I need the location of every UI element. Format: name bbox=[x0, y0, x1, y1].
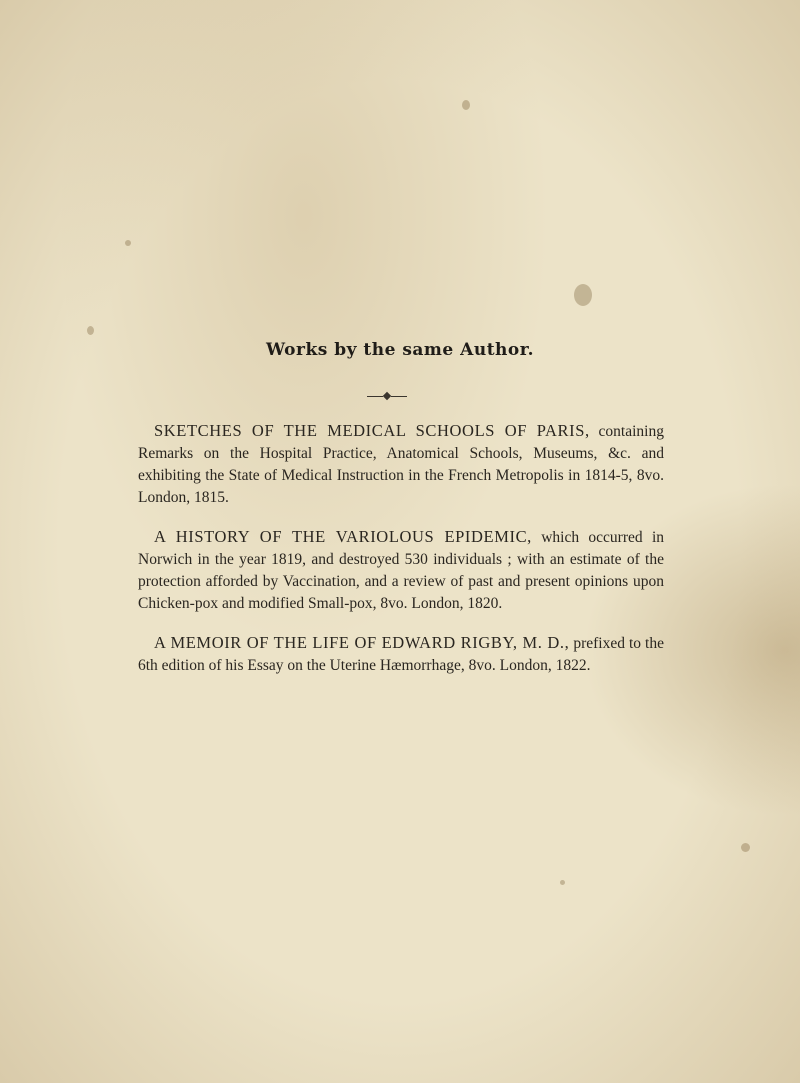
work-description: containing Remarks on the Hospital Practice, Anatomical Schools, Museums, &c. and exhibiting the State of Medical Instruction in the French Metropolis in 1814-5, 8vo. London, 1815. bbox=[138, 423, 664, 506]
work-entry bbox=[138, 526, 664, 615]
work-title: SKETCHES OF THE MEDICAL SCHOOLS OF PARIS, bbox=[154, 421, 590, 440]
divider-rule-left bbox=[367, 396, 383, 397]
work-description: prefixed to the 6th edition of his Essay on the Uterine Hæmorrhage, 8vo. London, 1822. bbox=[138, 635, 664, 674]
foxing-spot bbox=[87, 326, 94, 335]
foxing-spot bbox=[125, 240, 131, 246]
foxing-spot bbox=[574, 284, 592, 306]
work-title: A HISTORY OF THE VARIOLOUS EPIDEMIC, bbox=[154, 527, 532, 546]
diamond-icon bbox=[383, 392, 391, 400]
ornament-divider bbox=[367, 392, 407, 402]
work-entry bbox=[138, 632, 664, 677]
works-list bbox=[138, 420, 664, 694]
work-entry bbox=[138, 420, 664, 509]
work-description: which occurred in Norwich in the year 1819, and destroyed 530 individuals ; with an estimate of the protection afforded by Vaccination, and a review of past and present opinions upon Chicken-pox and modified Small-pox, 8vo. London, 1820. bbox=[138, 529, 665, 612]
foxing-spot bbox=[741, 843, 750, 852]
work-title: A MEMOIR OF THE LIFE OF EDWARD RIGBY, M. D., bbox=[154, 633, 570, 652]
foxing-spot bbox=[560, 880, 565, 885]
foxing-spot bbox=[462, 100, 470, 110]
page-heading: Works by the same Author. bbox=[265, 340, 535, 360]
divider-rule-right bbox=[391, 396, 407, 397]
